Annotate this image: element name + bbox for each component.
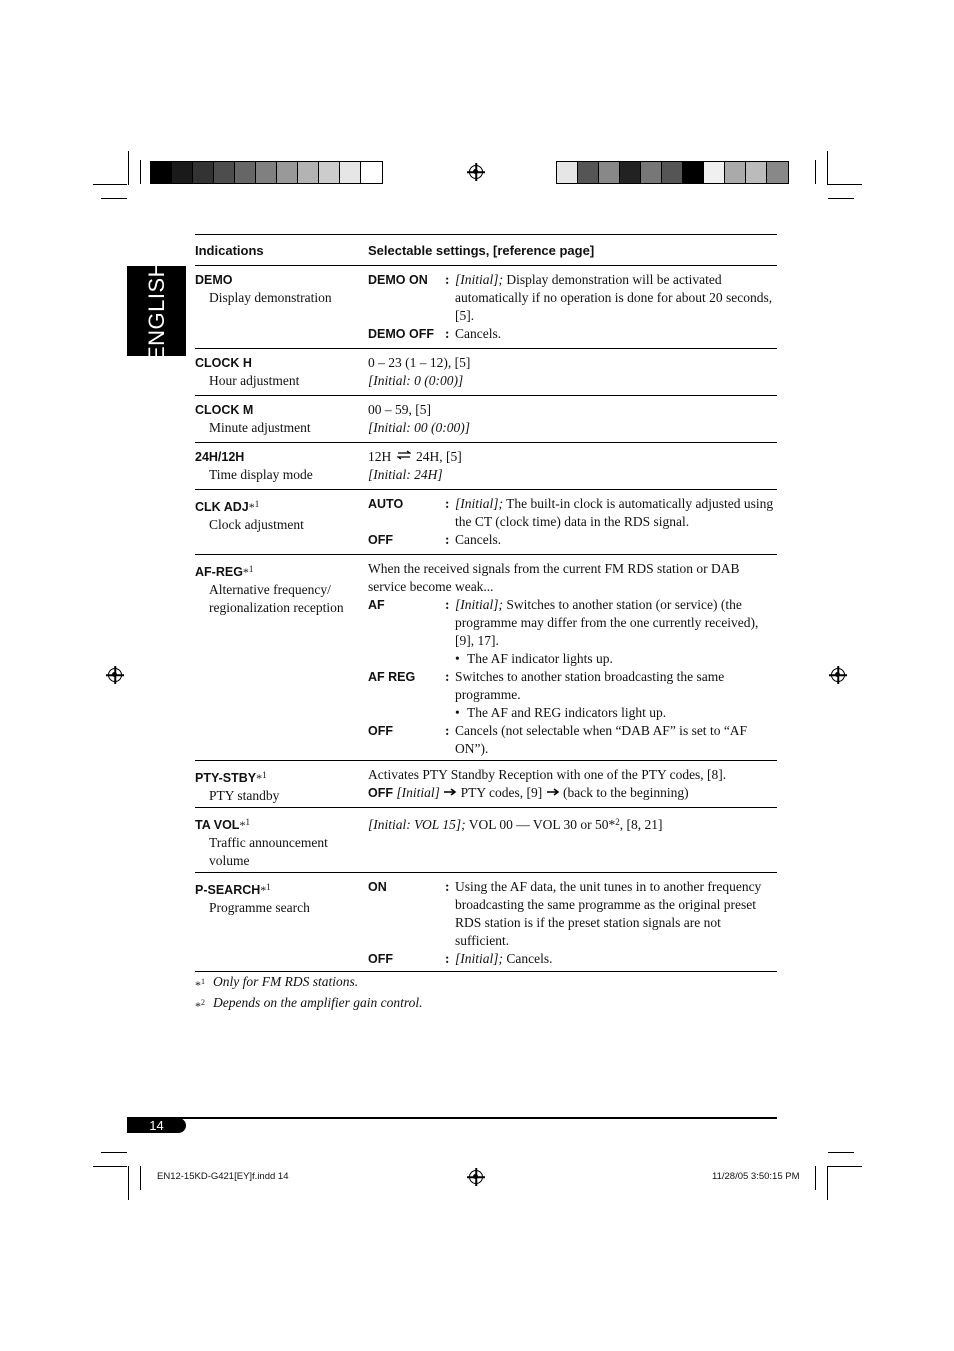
color-swatch: [214, 162, 235, 183]
color-swatch: [277, 162, 298, 183]
crop-mark-br-v: [827, 1166, 828, 1200]
settings-cell: [368, 448, 777, 484]
option: [368, 722, 777, 758]
color-swatch: [620, 162, 641, 183]
table-row: [195, 554, 777, 760]
option-colon: :: [445, 597, 450, 612]
language-tab-label: ENGLISH: [143, 260, 169, 362]
settings-text: [Initial: VOL 15]; VOL 00 — VOL 30 or 50*$^2$, [8, 21]: [368, 817, 663, 832]
option: [368, 271, 777, 325]
color-swatch: [725, 162, 746, 183]
option-key: ON: [368, 880, 387, 894]
table-row: [195, 872, 777, 971]
option-value: [Initial]; Switches to another station (or service) (the programme may differ from the one currently received), [9], 17]. • The AF indicator lights up.: [455, 596, 777, 668]
slug-left: EN12-15KD-G421[EY]f.indd 14: [157, 1171, 289, 1182]
option-colon: :: [445, 951, 450, 966]
option-colon: :: [445, 532, 450, 547]
note-num: 1: [254, 499, 260, 509]
note-mark: *: [248, 500, 255, 514]
option-bullet: • The AF and REG indicators light up.: [455, 704, 777, 722]
color-swatch: [767, 162, 788, 183]
indication-name: CLK ADJ: [195, 500, 249, 514]
settings-intro: When the received signals from the current FM RDS station or DAB service become weak...: [368, 561, 740, 594]
setting-range: 0 – 23 (1 – 12), [5]: [368, 355, 471, 370]
color-swatch: [641, 162, 662, 183]
indication-name: PTY-STBY: [195, 771, 257, 785]
crop-mark-tr-v2: [815, 160, 816, 184]
crop-mark-br-h2: [828, 1152, 854, 1153]
color-swatch: [298, 162, 319, 183]
option-value: Cancels.: [455, 532, 502, 547]
color-swatch: [235, 162, 256, 183]
color-swatch: [172, 162, 193, 183]
option-value: [Initial]; The built-in clock is automatically adjusted using the CT (clock time) data in the RDS signal.: [455, 496, 774, 529]
color-swatch: [256, 162, 277, 183]
footnote: *$^1$ Only for FM RDS stations.: [195, 974, 359, 992]
setting-initial: [Initial: 24H]: [368, 467, 443, 482]
page-number: 14: [127, 1118, 186, 1133]
settings-cell: [368, 354, 777, 390]
option-colon: :: [445, 879, 450, 894]
color-swatch: [746, 162, 767, 183]
indication-name: DEMO: [195, 273, 233, 287]
table-row: [195, 760, 777, 807]
color-swatch: [193, 162, 214, 183]
table-row: [195, 807, 777, 872]
footnote: *$^2$ Depends on the amplifier gain control.: [195, 995, 423, 1013]
settings-cell: [368, 401, 777, 437]
option-key: AF REG: [368, 670, 416, 684]
table-bottom-rule: [195, 971, 777, 972]
color-swatch: [340, 162, 361, 183]
option: [368, 495, 777, 531]
registration-mark-left-icon: [108, 668, 122, 682]
setting-range: 00 – 59, [5]: [368, 402, 431, 417]
note-num: 1: [248, 564, 254, 574]
page-rule: [127, 1117, 777, 1119]
color-swatch: [578, 162, 599, 183]
color-swatch: [683, 162, 704, 183]
option-colon: :: [445, 272, 450, 287]
crop-mark-bl-h: [93, 1166, 127, 1167]
option-value: Using the AF data, the unit tunes in to another frequency broadcasting the same programme as the original preset RDS station is if the preset station signals are not sufficient.: [455, 879, 762, 948]
option-value: Cancels.: [455, 326, 502, 341]
settings-cell: [368, 813, 777, 834]
color-swatch: [662, 162, 683, 183]
indication-desc: Alternative frequency/ regionalization reception: [209, 582, 344, 615]
crop-mark-tl-v: [128, 151, 129, 185]
color-swatch: [361, 162, 382, 183]
table-row: [195, 489, 777, 554]
header-settings: Selectable settings, [reference page]: [368, 243, 595, 258]
table-header: [195, 234, 777, 265]
option-value: Cancels (not selectable when “DAB AF” is set to “AF ON”).: [455, 723, 748, 756]
registration-mark-bottom-icon: [469, 1170, 483, 1184]
color-swatch: [557, 162, 578, 183]
registration-mark-top-icon: [469, 165, 483, 179]
slug-right: 11/28/05 3:50:15 PM: [712, 1171, 800, 1182]
indication-name: 24H/12H: [195, 450, 245, 464]
option-colon: :: [445, 496, 450, 511]
indication-desc: Programme search: [209, 900, 310, 915]
settings-cell: [368, 495, 777, 549]
settings-cell: [368, 878, 777, 968]
indication-desc: Minute adjustment: [209, 420, 311, 435]
option-colon: :: [445, 669, 450, 684]
indication-cell: [195, 401, 363, 437]
note-num: 1: [262, 770, 267, 780]
indication-cell: [195, 560, 363, 617]
option-value: [Initial]; Display demonstration will be activated automatically if no operation is done for about 20 seconds, [5].: [455, 272, 773, 323]
option: [368, 878, 777, 950]
crop-mark-bl-v2: [140, 1166, 141, 1190]
grayscale-bar-left: [150, 161, 383, 184]
indication-desc: Display demonstration: [209, 290, 332, 305]
color-swatch: [704, 162, 725, 183]
language-tab: [127, 260, 186, 362]
crop-mark-bl-h2: [101, 1152, 127, 1153]
indication-name: P-SEARCH: [195, 883, 261, 897]
indication-desc: Traffic announcement volume: [209, 835, 328, 868]
arrow-right-icon: [546, 784, 560, 802]
option-key: AF: [368, 598, 385, 612]
arrow-right-icon: [443, 784, 457, 802]
table-row: [195, 395, 777, 442]
crop-mark-tl-v2: [140, 160, 141, 184]
indication-desc: Time display mode: [209, 467, 313, 482]
crop-mark-tr-h2: [828, 198, 854, 199]
indication-cell: [195, 813, 363, 870]
option-value: Switches to another station broadcasting the same programme. • The AF and REG indicators light up.: [455, 668, 777, 722]
option: [368, 668, 777, 722]
table-row: [195, 442, 777, 489]
note-mark: *: [260, 883, 267, 897]
indication-name: TA VOL: [195, 818, 240, 832]
indication-desc: Hour adjustment: [209, 373, 300, 388]
indication-name: AF-REG: [195, 565, 243, 579]
indication-cell: [195, 354, 363, 390]
option: [368, 950, 777, 968]
indication-name: CLOCK M: [195, 403, 254, 417]
option-value: [Initial]; Cancels.: [455, 951, 553, 966]
setting-initial: [Initial: 0 (0:00)]: [368, 373, 464, 388]
crop-mark-bl-v: [128, 1166, 129, 1200]
option: [368, 596, 777, 668]
indication-desc: PTY standby: [209, 788, 280, 803]
setting-initial: [Initial: 00 (0:00)]: [368, 420, 470, 435]
indication-name: CLOCK H: [195, 356, 252, 370]
setting-range: 12H 24H, [5]: [368, 449, 462, 464]
option-key: DEMO OFF: [368, 327, 434, 341]
option-key: OFF: [368, 724, 393, 738]
header-indications: Indications: [195, 243, 264, 258]
indication-cell: [195, 271, 363, 307]
indication-cell: [195, 495, 363, 534]
indication-desc: Clock adjustment: [209, 517, 304, 532]
crop-mark-tr-v: [827, 151, 828, 185]
note-mark: *: [239, 818, 246, 832]
settings-text: Activates PTY Standby Reception with one of the PTY codes, [8].: [368, 767, 727, 782]
option-key: OFF: [368, 533, 393, 547]
option-colon: :: [445, 326, 450, 341]
indication-cell: [195, 878, 363, 917]
crop-mark-tl-h: [93, 184, 127, 185]
note-num: 1: [266, 882, 271, 892]
color-swatch: [151, 162, 172, 183]
crop-mark-tr-h: [828, 184, 862, 185]
settings-sequence: OFF [Initial] PTY codes, [9] (back to the beginning): [368, 785, 689, 800]
option: [368, 325, 777, 343]
option-key: OFF: [368, 952, 393, 966]
note-mark: *: [242, 565, 249, 579]
toggle-arrows-icon: [397, 447, 411, 465]
note-mark: *: [256, 771, 263, 785]
note-num: 1: [245, 817, 250, 827]
settings-cell: [368, 560, 777, 758]
option-key: DEMO ON: [368, 273, 428, 287]
settings-cell: [368, 766, 777, 802]
table-row: [195, 265, 777, 348]
settings-cell: [368, 271, 777, 343]
registration-mark-right-icon: [831, 668, 845, 682]
option: [368, 531, 777, 549]
footnotes: [195, 973, 422, 1015]
settings-table: [195, 234, 777, 972]
table-row: [195, 348, 777, 395]
crop-mark-tl-h2: [101, 198, 127, 199]
option-bullet: • The AF indicator lights up.: [455, 650, 777, 668]
indication-cell: [195, 766, 363, 805]
color-swatch: [599, 162, 620, 183]
crop-mark-br-h: [828, 1166, 862, 1167]
option-colon: :: [445, 723, 450, 738]
indication-cell: [195, 448, 363, 484]
color-swatch: [319, 162, 340, 183]
crop-mark-br-v2: [815, 1166, 816, 1190]
option-key: AUTO: [368, 497, 404, 511]
grayscale-bar-right: [556, 161, 789, 184]
